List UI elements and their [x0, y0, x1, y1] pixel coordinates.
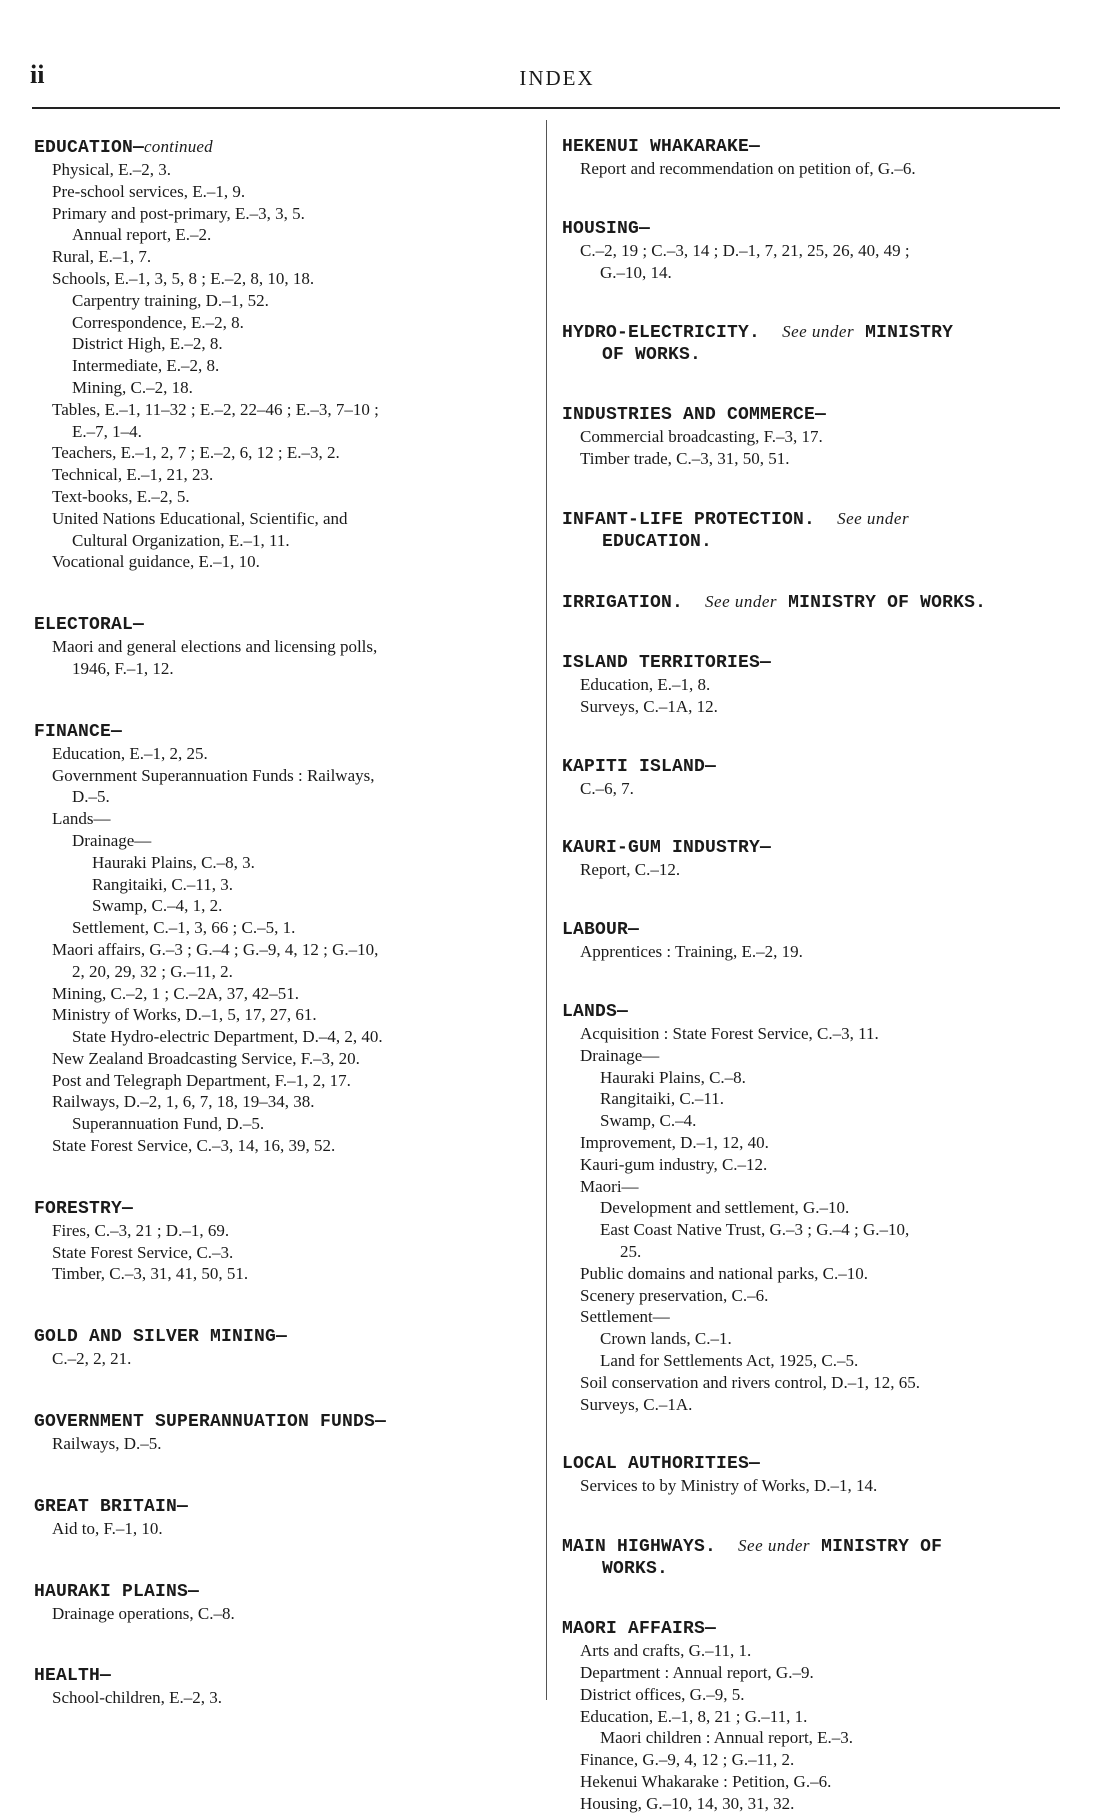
- index-subentry: Maori children : Annual report, E.–3.: [600, 1728, 854, 1748]
- index-subentry: Ministry of Works, D.–1, 5, 17, 27, 61.: [52, 1005, 317, 1025]
- index-subentry: Pre-school services, E.–1, 9.: [52, 181, 246, 201]
- index-subentry: Annual report, E.–2.: [72, 225, 212, 245]
- entry-heading: [34, 1326, 534, 1348]
- index-subentry: State Forest Service, C.–3.: [52, 1242, 234, 1262]
- index-entry: [34, 721, 534, 1157]
- index-subentry: Education, E.–1, 8.: [580, 674, 711, 694]
- entry-heading-line: [562, 1618, 1060, 1640]
- entry-heading-line: [562, 321, 1060, 344]
- index-subentry: Rural, E.–1, 7.: [52, 247, 152, 267]
- entry-heading: [34, 1411, 534, 1433]
- entry-heading-line: [34, 136, 534, 159]
- entry-heading: [34, 1198, 534, 1220]
- index-entry: [562, 591, 1060, 614]
- entry-heading-line: [562, 1535, 1060, 1558]
- entry-heading: [562, 218, 1060, 240]
- index-subentry: Kauri-gum industry, C.–12.: [580, 1154, 768, 1174]
- entry-heading: [34, 614, 534, 636]
- heading-tail: MINISTRY OF WORKS.: [788, 592, 987, 613]
- index-entry: [562, 508, 1060, 553]
- entry-heading-line: [34, 1496, 534, 1518]
- index-entry: [562, 404, 1060, 470]
- index-subentry: New Zealand Broadcasting Service, F.–3, 20.: [52, 1048, 360, 1068]
- heading-continuation: EDUCATION.: [602, 531, 713, 552]
- entry-heading: [562, 508, 1060, 553]
- continued-label: continued: [144, 137, 213, 156]
- heading-text: KAURI-GUM INDUSTRY—: [562, 838, 772, 859]
- heading-text: ISLAND TERRITORIES—: [562, 652, 772, 673]
- heading-text: LOCAL AUTHORITIES—: [562, 1454, 761, 1475]
- page-title: INDEX: [519, 66, 595, 90]
- entry-heading-line: [562, 508, 1060, 531]
- heading-text: MAORI AFFAIRS—: [562, 1619, 717, 1640]
- entry-heading-line: [562, 591, 1060, 614]
- index-entry: [562, 756, 1060, 800]
- index-subentry: Mining, C.–2, 18.: [72, 377, 193, 397]
- index-entry: [562, 652, 1060, 718]
- index-subentry: 25.: [620, 1241, 642, 1261]
- index-subentry: Report and recommendation on petition of, G.–6.: [580, 159, 916, 178]
- index-subentry: Text-books, E.–2, 5.: [52, 486, 190, 506]
- index-subentry: C.–2, 19 ; C.–3, 14 ; D.–1, 7, 21, 25, 26, 40, 49 ;: [580, 240, 910, 260]
- heading-text: LABOUR—: [562, 920, 640, 941]
- heading-text: HEALTH—: [34, 1666, 112, 1687]
- heading-text: GOVERNMENT SUPERANNUATION FUNDS—: [34, 1412, 387, 1433]
- entry-heading-line: [562, 756, 1060, 778]
- heading-text: KAPITI ISLAND—: [562, 756, 717, 777]
- index-subentry: Drainage—: [580, 1045, 660, 1065]
- index-subentry: Settlement, C.–1, 3, 66 ; C.–5, 1.: [72, 918, 296, 938]
- index-subentry: Maori—: [580, 1176, 639, 1196]
- index-subentry: Technical, E.–1, 21, 23.: [52, 465, 214, 485]
- heading-text: HAURAKI PLAINS—: [34, 1581, 200, 1602]
- heading-text: EDUCATION—: [34, 138, 145, 158]
- heading-tail: MINISTRY: [865, 323, 954, 344]
- index-entry: [34, 1198, 534, 1285]
- entry-heading-line: [562, 136, 1060, 158]
- entry-heading-line: [562, 837, 1060, 859]
- index-subentry: Education, E.–1, 2, 25.: [52, 743, 208, 763]
- index-subentry: Scenery preservation, C.–6.: [580, 1285, 769, 1305]
- index-subentry: Apprentices : Training, E.–2, 19.: [580, 942, 803, 962]
- index-subentry: Timber trade, C.–3, 31, 50, 51.: [580, 449, 790, 469]
- index-entry: [562, 136, 1060, 180]
- index-subentry: Swamp, C.–4, 1, 2.: [92, 896, 223, 916]
- entry-heading-line: [34, 1665, 534, 1687]
- index-subentry: Aid to, F.–1, 10.: [52, 1518, 163, 1538]
- entry-heading: [34, 136, 534, 159]
- index-subentry: Public domains and national parks, C.–10.: [580, 1263, 869, 1283]
- index-subentry: Soil conservation and rivers control, D.–1, 12, 65.: [580, 1372, 920, 1392]
- entry-heading: [562, 1618, 1060, 1640]
- index-entry: [562, 919, 1060, 963]
- index-subentry: Rangitaiki, C.–11, 3.: [92, 874, 234, 894]
- heading-continuation: OF WORKS.: [602, 345, 702, 366]
- see-under-label: See under: [705, 591, 778, 611]
- heading-text: GOLD AND SILVER MINING—: [34, 1327, 288, 1348]
- header-rule: [32, 107, 1060, 109]
- heading-text: ELECTORAL—: [34, 615, 145, 636]
- index-subentry: Drainage—: [72, 830, 152, 850]
- index-subentry: Report, C.–12.: [580, 860, 681, 880]
- index-subentry: Government Superannuation Funds : Railways,: [52, 765, 375, 785]
- index-entry: [562, 1535, 1060, 1580]
- index-entry: [562, 837, 1060, 881]
- heading-text: IRRIGATION.: [562, 592, 684, 613]
- left-column: [34, 136, 534, 1709]
- see-under-label: See under: [738, 1536, 811, 1556]
- heading-text: GREAT BRITAIN—: [34, 1496, 189, 1517]
- index-subentry: Carpentry training, D.–1, 52.: [72, 290, 269, 310]
- index-subentry: Drainage operations, C.–8.: [52, 1603, 235, 1623]
- see-under-label: See under: [837, 508, 910, 528]
- entry-heading-line: [34, 614, 534, 636]
- index-subentry: Education, E.–1, 8, 21 ; G.–11, 1.: [580, 1706, 808, 1726]
- index-subentry: Hekenui Whakarake : Petition, G.–6.: [580, 1771, 832, 1791]
- heading-text: LANDS—: [562, 1001, 629, 1022]
- index-subentry: E.–7, 1–4.: [72, 421, 142, 441]
- heading-text: HYDRO-ELECTRICITY.: [562, 323, 761, 344]
- index-entry: [562, 1618, 1060, 1814]
- entry-heading: [562, 321, 1060, 366]
- index-subentry: Teachers, E.–1, 2, 7 ; E.–2, 6, 12 ; E.–3, 2.: [52, 443, 340, 463]
- index-subentry: Hauraki Plains, C.–8, 3.: [92, 852, 255, 872]
- index-entry: [34, 1665, 534, 1709]
- index-subentry: Development and settlement, G.–10.: [600, 1198, 850, 1218]
- entry-heading-line: [34, 1581, 534, 1603]
- see-under-label: See under: [782, 322, 855, 342]
- index-entry: [562, 1453, 1060, 1497]
- index-subentry: State Forest Service, C.–3, 14, 16, 39, 52.: [52, 1136, 336, 1156]
- index-entry: [562, 1001, 1060, 1415]
- entry-heading-line: [562, 1001, 1060, 1023]
- index-subentry: State Hydro-electric Department, D.–4, 2, 40.: [72, 1027, 383, 1047]
- index-subentry: Post and Telegraph Department, F.–1, 2, 17.: [52, 1070, 351, 1090]
- index-subentry: Surveys, C.–1A, 12.: [580, 696, 718, 716]
- index-subentry: East Coast Native Trust, G.–3 ; G.–4 ; G.–10,: [600, 1220, 910, 1240]
- index-subentry: District offices, G.–9, 5.: [580, 1684, 745, 1704]
- index-subentry: Rangitaiki, C.–11.: [600, 1089, 725, 1109]
- index-subentry: D.–5.: [72, 787, 110, 807]
- heading-continuation: WORKS.: [602, 1559, 669, 1580]
- index-subentry: Timber, C.–3, 31, 41, 50, 51.: [52, 1264, 249, 1284]
- index-subentry: Physical, E.–2, 3.: [52, 160, 171, 179]
- entry-heading: [562, 591, 1060, 614]
- index-subentry: Primary and post-primary, E.–3, 3, 5.: [52, 203, 305, 223]
- entry-heading: [34, 1665, 534, 1687]
- heading-text: MAIN HIGHWAYS.: [562, 1537, 717, 1558]
- entry-heading: [562, 1001, 1060, 1023]
- index-subentry: Railways, D.–2, 1, 6, 7, 18, 19–34, 38.: [52, 1092, 315, 1112]
- index-subentry: Improvement, D.–1, 12, 40.: [580, 1132, 769, 1152]
- index-subentry: C.–2, 2, 21.: [52, 1349, 132, 1369]
- index-subentry: Railways, D.–5.: [52, 1434, 162, 1454]
- entry-heading-line: [562, 404, 1060, 426]
- index-entry: [34, 1411, 534, 1455]
- index-subentry: Intermediate, E.–2, 8.: [72, 356, 220, 376]
- heading-text: FORESTRY—: [34, 1198, 134, 1219]
- index-subentry: Lands—: [52, 809, 111, 829]
- index-subentry: Cultural Organization, E.–1, 11.: [72, 530, 290, 550]
- index-entry: [34, 136, 534, 573]
- heading-text: INDUSTRIES AND COMMERCE—: [562, 405, 827, 426]
- index-entry: [34, 1326, 534, 1370]
- index-entry: [34, 614, 534, 680]
- entry-heading: [34, 721, 534, 743]
- heading-text: FINANCE—: [34, 721, 123, 742]
- index-subentry: Acquisition : State Forest Service, C.–3, 11.: [580, 1023, 879, 1043]
- index-subentry: Superannuation Fund, D.–5.: [72, 1114, 265, 1134]
- index-subentry: C.–6, 7.: [580, 778, 634, 798]
- entry-heading: [562, 837, 1060, 859]
- right-column: [562, 136, 1060, 1814]
- entry-heading-line: [562, 919, 1060, 941]
- index-entry: [34, 1496, 534, 1540]
- entry-heading-line: [34, 1411, 534, 1433]
- index-subentry: Housing, G.–10, 14, 30, 31, 32.: [580, 1793, 795, 1813]
- index-subentry: Tables, E.–1, 11–32 ; E.–2, 22–46 ; E.–3, 7–10 ;: [52, 399, 379, 419]
- index-subentry: District High, E.–2, 8.: [72, 334, 223, 354]
- heading-text: HEKENUI WHAKARAKE—: [562, 137, 761, 157]
- entry-heading: [562, 756, 1060, 778]
- entry-heading: [562, 1535, 1060, 1580]
- index-subentry: Finance, G.–9, 4, 12 ; G.–11, 2.: [580, 1750, 795, 1770]
- index-subentry: Services to by Ministry of Works, D.–1, 14.: [580, 1476, 878, 1496]
- heading-text: INFANT-LIFE PROTECTION.: [562, 509, 816, 530]
- index-subentry: Settlement—: [580, 1307, 670, 1327]
- entry-heading: [34, 1581, 534, 1603]
- index-subentry: Commercial broadcasting, F.–3, 17.: [580, 427, 823, 447]
- index-subentry: G.–10, 14.: [600, 262, 672, 282]
- entry-heading: [34, 1496, 534, 1518]
- page-number: ii: [30, 60, 45, 89]
- index-subentry: Land for Settlements Act, 1925, C.–5.: [600, 1350, 859, 1370]
- index-subentry: Vocational guidance, E.–1, 10.: [52, 552, 260, 572]
- heading-text: HOUSING—: [562, 218, 651, 239]
- heading-tail: MINISTRY OF: [821, 1537, 943, 1558]
- index-subentry: Arts and crafts, G.–11, 1.: [580, 1641, 752, 1661]
- entry-heading-line: [562, 652, 1060, 674]
- index-subentry: Surveys, C.–1A.: [580, 1394, 693, 1414]
- index-entry: [562, 218, 1060, 284]
- index-subentry: Maori affairs, G.–3 ; G.–4 ; G.–9, 4, 12 ; G.–10,: [52, 939, 379, 959]
- index-subentry: Swamp, C.–4.: [600, 1111, 697, 1131]
- entry-heading: [562, 136, 1060, 158]
- index-subentry: Department : Annual report, G.–9.: [580, 1662, 814, 1682]
- index-subentry: Correspondence, E.–2, 8.: [72, 312, 244, 332]
- entry-heading: [562, 404, 1060, 426]
- index-subentry: Mining, C.–2, 1 ; C.–2A, 37, 42–51.: [52, 983, 299, 1003]
- entry-heading: [562, 1453, 1060, 1475]
- index-subentry: School-children, E.–2, 3.: [52, 1688, 222, 1708]
- entry-heading-line: [34, 1198, 534, 1220]
- index-subentry: Crown lands, C.–1.: [600, 1329, 732, 1349]
- index-subentry: Fires, C.–3, 21 ; D.–1, 69.: [52, 1220, 230, 1240]
- entry-heading-line: [562, 218, 1060, 240]
- index-entry: [562, 321, 1060, 366]
- index-subentry: Maori and general elections and licensing polls,: [52, 637, 378, 657]
- entry-heading-line: [562, 1453, 1060, 1475]
- entry-heading: [562, 919, 1060, 941]
- column-divider: [546, 120, 547, 1700]
- index-subentry: Schools, E.–1, 3, 5, 8 ; E.–2, 8, 10, 18.: [52, 268, 315, 288]
- index-subentry: 2, 20, 29, 32 ; G.–11, 2.: [72, 961, 233, 981]
- index-subentry: United Nations Educational, Scientific, and: [52, 508, 348, 528]
- index-entry: [34, 1581, 534, 1625]
- entry-heading-line: [34, 1326, 534, 1348]
- entry-heading-line: [34, 721, 534, 743]
- index-subentry: Hauraki Plains, C.–8.: [600, 1067, 746, 1087]
- index-subentry: 1946, F.–1, 12.: [72, 658, 174, 678]
- entry-heading: [562, 652, 1060, 674]
